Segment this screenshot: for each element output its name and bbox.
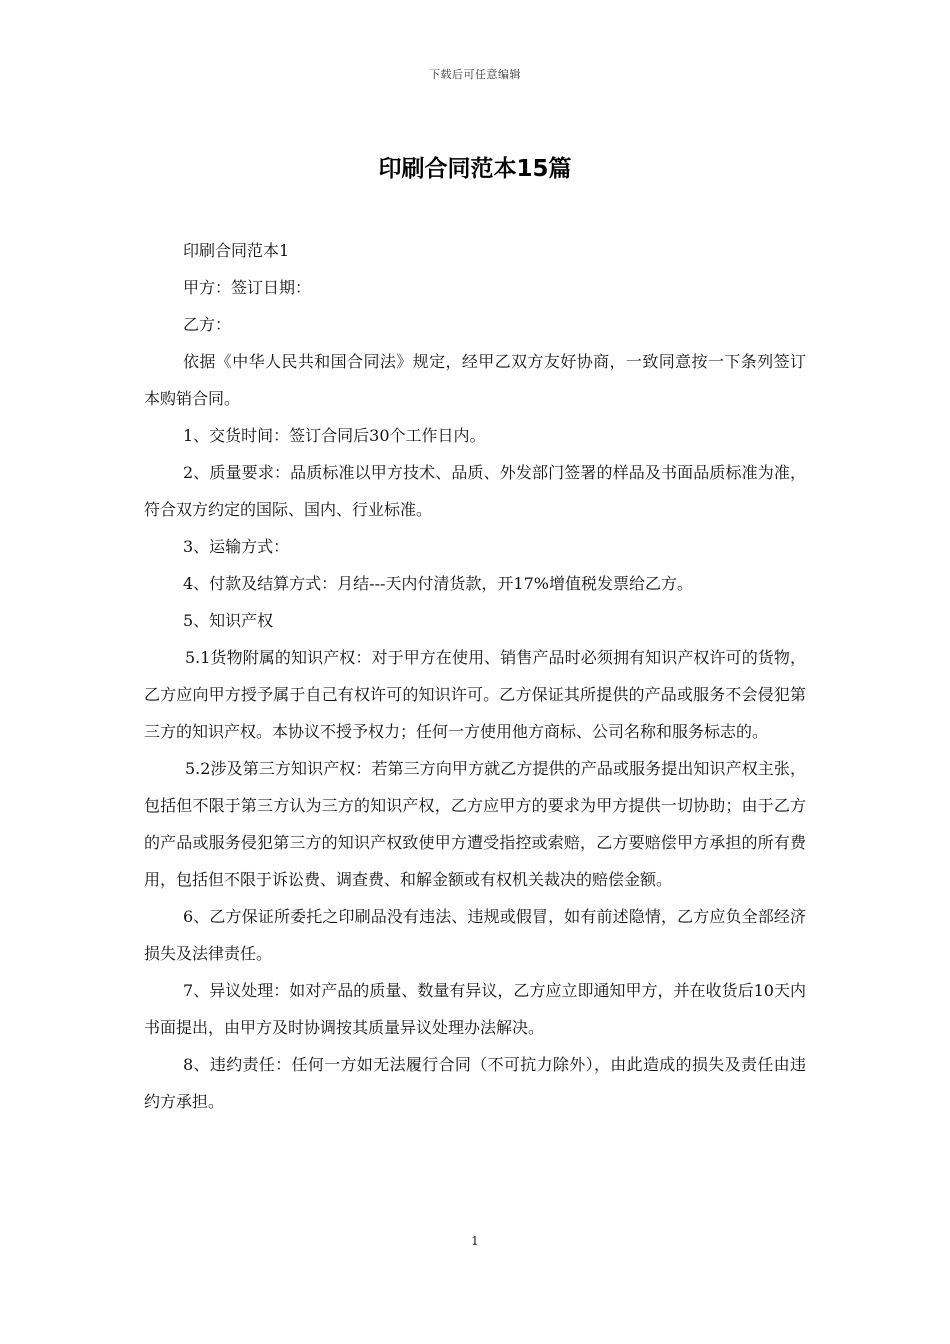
paragraph: 7、异议处理：如对产品的质量、数量有异议，乙方应立即通知甲方，并在收货后10天内书面提出，由甲方及时协调按其质量异议处理办法解决。 xyxy=(144,981,806,1037)
paragraph: 5.1货物附属的知识产权：对于甲方在使用、销售产品时必须拥有知识产权许可的货物，乙方应向甲方授予属于自己有权许可的知识许可。乙方保证其所提供的产品或服务不会侵犯第三方的知识产权。本协议不授予权力；任何一方使用他方商标、公司名称和服务标志的。 xyxy=(144,648,806,741)
section-heading: 印刷合同范本1 xyxy=(183,241,290,260)
paragraph: 2、质量要求：品质标准以甲方技术、品质、外发部门签署的样品及书面品质标准为准，符合双方约定的国际、国内、行业标准。 xyxy=(144,463,806,519)
party-b-line: 乙方： xyxy=(183,315,232,334)
paragraph: 5、知识产权 xyxy=(183,611,274,630)
paragraph: 5.2涉及第三方知识产权：若第三方向甲方就乙方提供的产品或服务提出知识产权主张，包括但不限于第三方认为三方的知识产权，乙方应甲方的要求为甲方提供一切协助；由于乙方的产品或服务侵犯第三方的知识产权致使甲方遭受指控或索赔，乙方要赔偿甲方承担的所有费用，包括但不限于诉讼费、调查费、和解金额或有权机关裁决的赔偿金额。 xyxy=(144,759,806,889)
paragraph: 依据《中华人民共和国合同法》规定，经甲乙双方友好协商，一致同意按一下条列签订本购销合同。 xyxy=(144,352,806,408)
paragraph: 3、运输方式： xyxy=(183,537,290,556)
paragraph: 4、付款及结算方式：月结---天内付清货款，开17%增值税发票给乙方。 xyxy=(183,574,693,593)
document-body xyxy=(144,232,806,1120)
party-a-line: 甲方：签订日期： xyxy=(183,278,312,297)
document-title: 印刷合同范本15篇 xyxy=(378,156,572,182)
header-note: 下载后可任意编辑 xyxy=(429,68,521,81)
paragraph: 6、乙方保证所委托之印刷品没有违法、违规或假冒，如有前述隐情，乙方应负全部经济损失及法律责任。 xyxy=(144,907,806,963)
page-number: 1 xyxy=(471,1234,479,1248)
paragraph: 8、违约责任：任何一方如无法履行合同（不可抗力除外），由此造成的损失及责任由违约方承担。 xyxy=(144,1055,806,1111)
paragraph: 1、交货时间：签订合同后30个工作日内。 xyxy=(183,426,486,445)
